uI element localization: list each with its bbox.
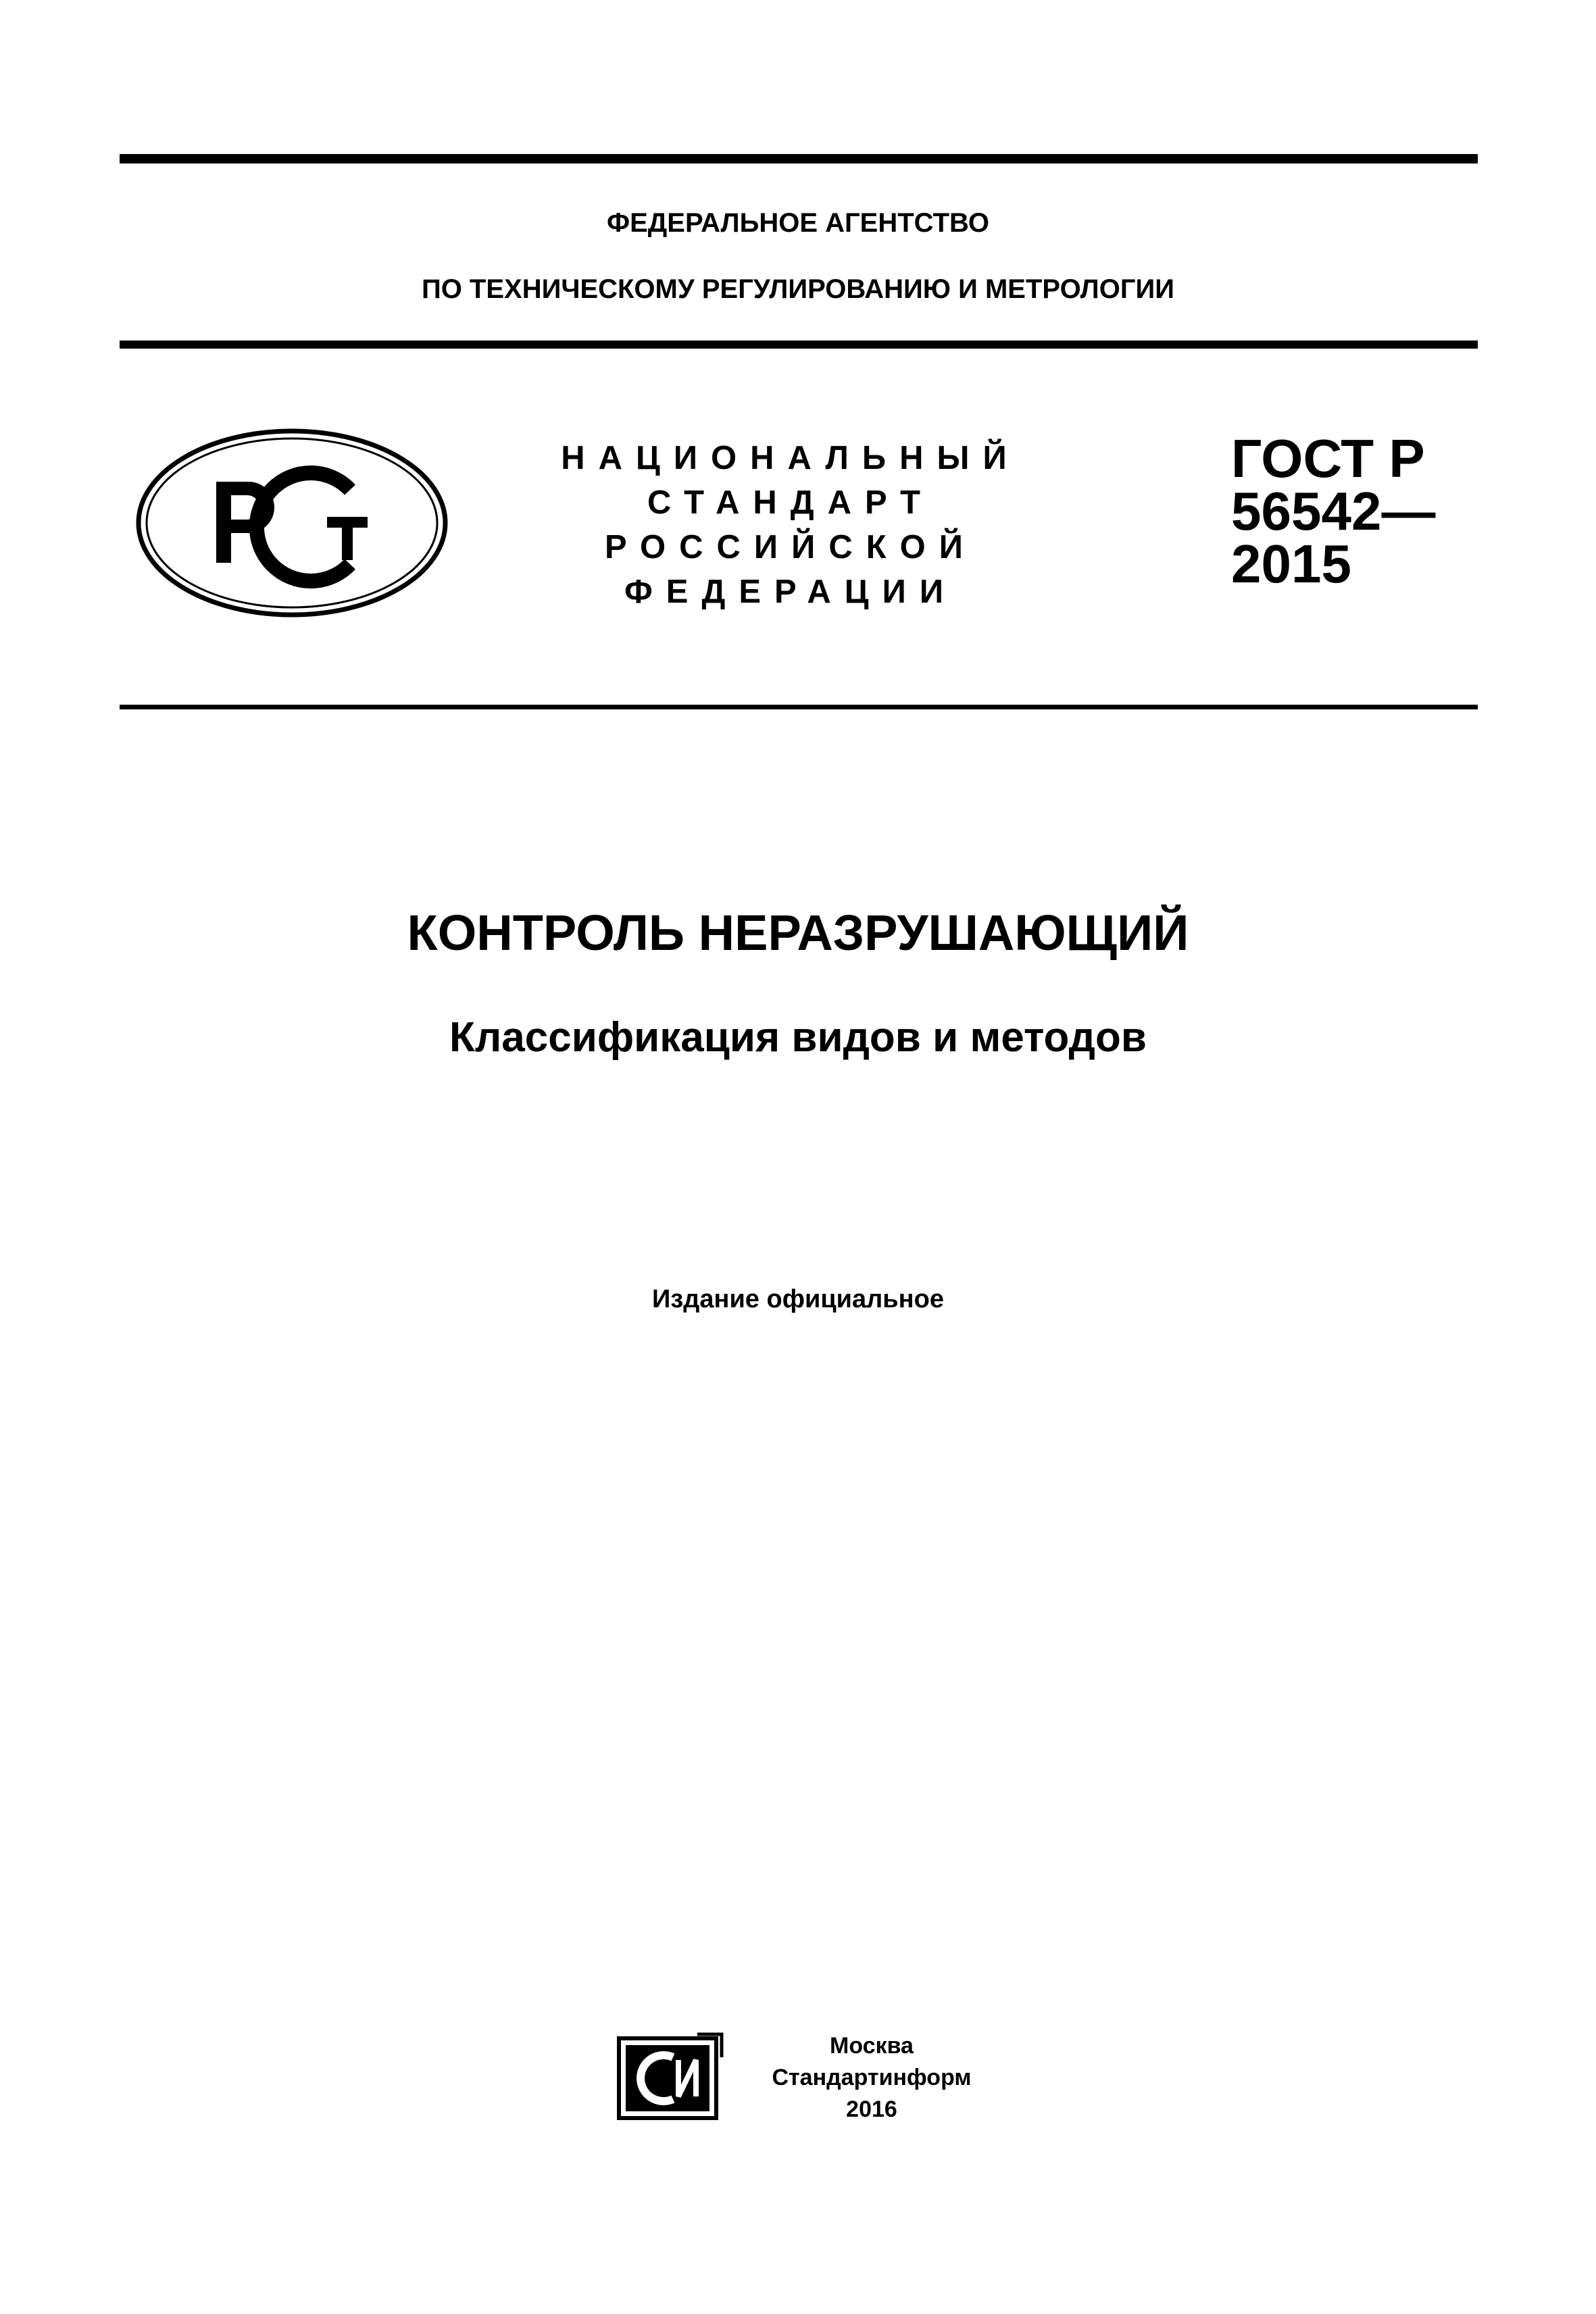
agency-bottom-rule <box>120 341 1478 349</box>
national-line-2: СТАНДАРТ <box>647 484 934 521</box>
agency-line-2: ПО ТЕХНИЧЕСКОМУ РЕГУЛИРОВАНИЮ И МЕТРОЛОГИИ <box>421 274 1175 304</box>
publisher-block <box>723 2030 1020 2126</box>
publisher-name: Стандартинформ <box>772 2065 972 2090</box>
header-bottom-rule <box>120 705 1478 709</box>
gost-line-2: 56542— <box>1231 481 1436 541</box>
standartinform-logo-icon <box>616 2030 724 2130</box>
agency-line-1: ФЕДЕРАЛЬНОЕ АГЕНТСТВО <box>606 208 990 238</box>
national-line-1: НАЦИОНАЛЬНЫЙ <box>561 440 1020 476</box>
publisher-city: Москва <box>830 2033 914 2059</box>
national-standard-label <box>554 436 1027 614</box>
publisher-year: 2016 <box>846 2096 897 2122</box>
gost-line-3: 2015 <box>1231 534 1351 594</box>
gost-line-1: ГОСТ Р <box>1231 428 1425 488</box>
top-rule <box>120 154 1478 164</box>
rst-logo-icon <box>135 428 449 622</box>
document-subtitle: Классификация видов и методов <box>449 1014 1147 1061</box>
national-line-3: РОССИЙСКОЙ <box>605 529 976 565</box>
document-title: КОНТРОЛЬ НЕРАЗРУШАЮЩИЙ <box>407 905 1189 961</box>
gost-designation <box>1231 428 1436 594</box>
edition-label: Издание официальное <box>652 1285 944 1313</box>
national-line-4: ФЕДЕРАЦИИ <box>624 574 957 610</box>
